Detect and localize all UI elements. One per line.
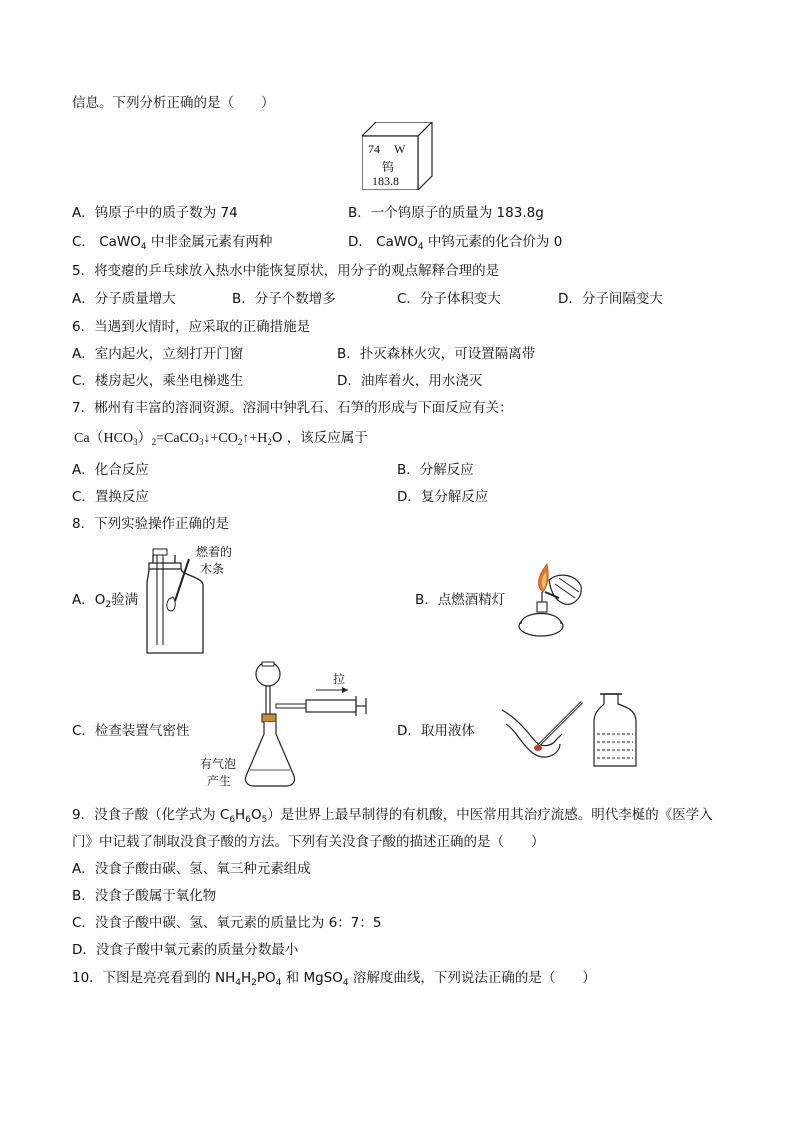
atomic-number: 74 bbox=[368, 142, 380, 156]
q4-option-a: A．钨原子中的质子数为 74 bbox=[72, 205, 238, 221]
q7-stem: 7．郴州有丰富的溶洞资源。溶洞中钟乳石、石笋的形成与下面反应有关： bbox=[72, 400, 513, 416]
burning-stick-label: 燃着的 bbox=[196, 545, 233, 559]
q9-stem-line1: 9．没食子酸（化学式为 $C_6H_6O_5$）是世界上最早制得的有机酸，中医常用其治疗流感。明代李梴的《医学入 bbox=[72, 807, 713, 825]
q4-option-b: B．一个钨原子的质量为 183.8g bbox=[348, 205, 544, 221]
q10-stem: 10．下图是亮亮看到的 $NH_4H_2PO_4$ 和 MgSO$_4$ 溶解度曲线，下列说法正确的是（ ） bbox=[72, 970, 596, 988]
q8-option-d: D．取用液体 bbox=[397, 723, 475, 739]
q7-option-c: C．置换反应 bbox=[72, 489, 149, 505]
take-liquid-figure bbox=[500, 690, 640, 770]
q5-option-c: C．分子体积变大 bbox=[397, 291, 501, 307]
q7-equation: $Ca(HCO_3)_2=CaCO_3↓+CO_2↑+H_2O$ ，该反应属于 bbox=[74, 430, 368, 447]
q6-option-d: D．油库着火，用水浇灭 bbox=[337, 373, 483, 389]
burning-stick-label-2: 木条 bbox=[200, 562, 225, 576]
q5-option-a: A．分子质量增大 bbox=[72, 291, 176, 307]
element-name: 钨 bbox=[382, 160, 395, 174]
q6-option-a: A．室内起火，立刻打开门窗 bbox=[72, 346, 244, 362]
q7-option-d: D．复分解反应 bbox=[397, 489, 489, 505]
q9-option-c: C．没食子酸中碳、氢、氧元素的质量比为 6：7：5 bbox=[72, 915, 382, 931]
bubbles-label-2: 产生 bbox=[207, 774, 232, 788]
q9-option-a: A．没食子酸由碳、氢、氧三种元素组成 bbox=[72, 861, 311, 877]
q8-stem: 8．下列实验操作正确的是 bbox=[72, 516, 230, 532]
q6-option-c: C．楼房起火，乘坐电梯逃生 bbox=[72, 373, 244, 389]
q8-option-c: C．检查装置气密性 bbox=[72, 723, 190, 739]
q4-option-d: D． CaWO$_4$ 中钨元素的化合价为 0 bbox=[348, 234, 563, 252]
atomic-mass: 183.8 bbox=[372, 174, 399, 188]
question-intro: 信息。下列分析正确的是（ ） bbox=[72, 95, 275, 111]
q5-option-d: D．分子间隔变大 bbox=[558, 291, 663, 307]
q5-option-b: B．分子个数增多 bbox=[232, 291, 336, 307]
q6-option-b: B．扑灭森林火灾，可设置隔离带 bbox=[337, 346, 536, 362]
element-card-face bbox=[362, 136, 418, 190]
q9-option-d: D．没食子酸中氧元素的质量分数最小 bbox=[72, 942, 299, 958]
q4-option-c: C． CaWO$_4$ 中非金属元素有两种 bbox=[72, 234, 273, 252]
alcohol-lamp-figure bbox=[515, 562, 585, 644]
q5-stem: 5．将变瘪的乒乓球放入热水中能恢复原状，用分子的观点解释合理的是 bbox=[72, 263, 500, 279]
q8-option-a: A．$O_2$验满 bbox=[72, 592, 139, 610]
q7-option-b: B．分解反应 bbox=[397, 462, 474, 478]
q9-stem-line2: 门》中记载了制取没食子酸的方法。下列有关没食子酸的描述正确的是（ ） bbox=[72, 834, 545, 850]
bubbles-label: 有气泡 bbox=[200, 757, 237, 771]
q9-option-b: B．没食子酸属于氧化物 bbox=[72, 888, 217, 904]
airtightness-figure bbox=[240, 660, 380, 790]
element-symbol: W bbox=[394, 142, 406, 156]
gas-bottle-figure bbox=[145, 545, 205, 657]
q6-stem: 6．当遇到火情时，应采取的正确措施是 bbox=[72, 319, 311, 335]
pull-label: 拉 bbox=[333, 672, 346, 686]
q7-option-a: A．化合反应 bbox=[72, 462, 149, 478]
q8-option-b: B．点燃酒精灯 bbox=[415, 592, 506, 608]
